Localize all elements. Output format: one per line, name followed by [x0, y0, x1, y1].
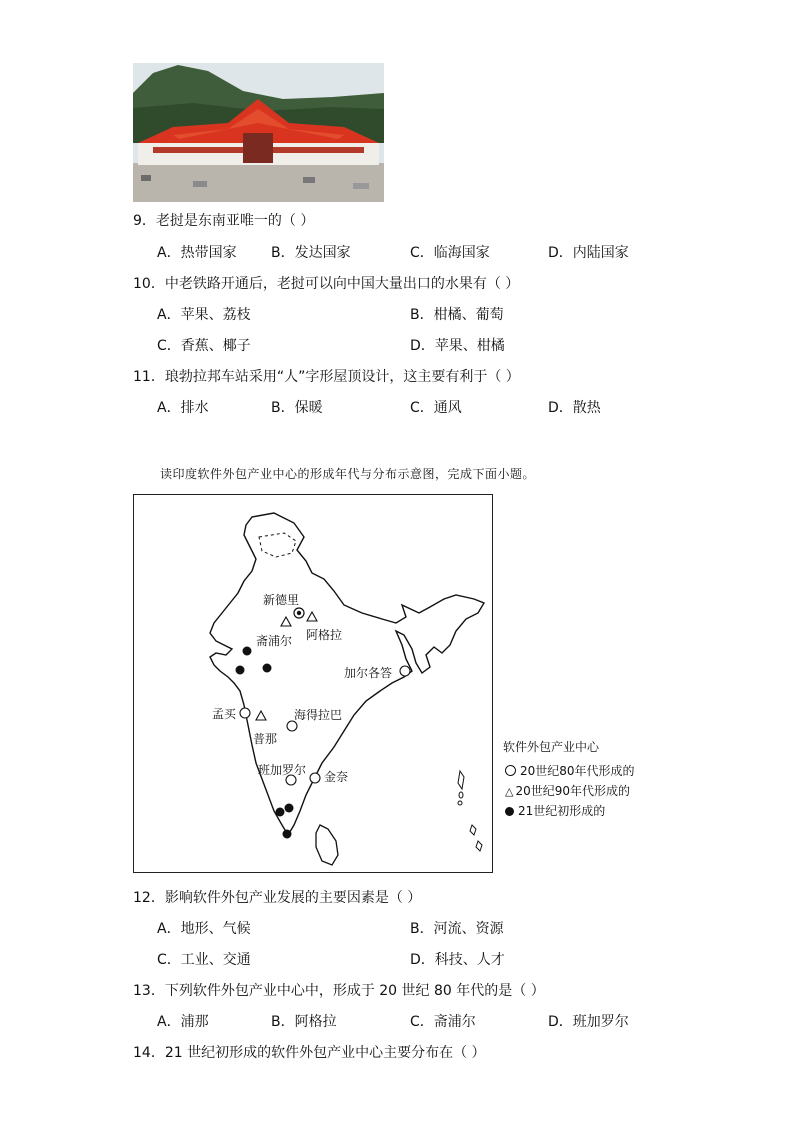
- label-mumbai: 孟买: [212, 707, 237, 721]
- question-9-option-c[interactable]: C．临海国家: [410, 245, 490, 261]
- question-11-option-b[interactable]: B．保暖: [271, 400, 323, 416]
- kolkata-marker: [400, 666, 410, 676]
- question-10-stem: 10．中老铁路开通后，老挝可以向中国大量出口的水果有（ ）: [133, 276, 520, 292]
- new-delhi-marker: [294, 608, 304, 618]
- label-jaipur: 斋浦尔: [256, 634, 293, 648]
- center-21c-marker-3: [263, 664, 272, 673]
- jaipur-marker: [281, 617, 291, 626]
- question-9-option-d[interactable]: D．内陆国家: [548, 245, 629, 261]
- question-10-option-b[interactable]: B．柑橘、葡萄: [410, 307, 504, 323]
- mumbai-marker: [240, 708, 250, 718]
- filled-circle-icon: [505, 807, 514, 816]
- question-11-option-d[interactable]: D．散热: [548, 400, 601, 416]
- question-11-stem: 11．琅勃拉邦车站采用“人”字形屋顶设计，这主要有利于（ ）: [133, 369, 520, 385]
- question-13-option-a[interactable]: A．浦那: [157, 1014, 209, 1030]
- question-14-stem: 14．21 世纪初形成的软件外包产业中心主要分布在（ ）: [133, 1045, 486, 1061]
- question-12-option-d[interactable]: D．科技、人才: [410, 952, 505, 968]
- question-12-option-c[interactable]: C．工业、交通: [157, 952, 251, 968]
- label-hyderabad: 海得拉巴: [294, 708, 343, 722]
- legend-item-21c-label: 21世纪初形成的: [518, 804, 606, 818]
- legend-item-21c: [505, 802, 605, 819]
- center-21c-marker-6: [283, 830, 292, 839]
- legend-item-80s: [505, 762, 635, 779]
- question-10-option-c[interactable]: C．香蕉、椰子: [157, 338, 251, 354]
- hollow-triangle-icon: △: [505, 785, 514, 798]
- station-photo-drawing: [133, 63, 384, 202]
- question-11-option-a[interactable]: A．排水: [157, 400, 209, 416]
- center-21c-marker-1: [243, 647, 252, 656]
- question-9-option-b[interactable]: B．发达国家: [271, 245, 351, 261]
- legend-item-80s-label: 20世纪80年代形成的: [520, 764, 635, 778]
- question-13-option-b[interactable]: B．阿格拉: [271, 1014, 337, 1030]
- hollow-circle-icon: [505, 765, 516, 776]
- label-bangalore: 班加罗尔: [258, 763, 307, 777]
- station-photo: [133, 63, 384, 202]
- question-13-option-d[interactable]: D．班加罗尔: [548, 1014, 629, 1030]
- india-map: [133, 494, 493, 873]
- question-13-stem: 13．下列软件外包产业中心中，形成于 20 世纪 80 年代的是（ ）: [133, 983, 545, 999]
- question-12-option-b[interactable]: B．河流、资源: [410, 921, 504, 937]
- center-21c-marker-2: [236, 666, 245, 675]
- legend-item-90s-label: 20世纪90年代形成的: [515, 784, 631, 798]
- center-21c-marker-4: [276, 808, 285, 817]
- center-21c-marker-5: [285, 804, 294, 813]
- question-12-option-a[interactable]: A．地形、气候: [157, 921, 251, 937]
- question-11-option-c[interactable]: C．通风: [410, 400, 462, 416]
- label-chennai: 金奈: [324, 770, 349, 784]
- label-new-delhi: 新德里: [263, 593, 300, 607]
- question-10-option-d[interactable]: D．苹果、柑橘: [410, 338, 505, 354]
- question-13-option-c[interactable]: C．斋浦尔: [410, 1014, 476, 1030]
- legend-title: 软件外包产业中心: [503, 740, 600, 754]
- label-agra: 阿格拉: [306, 628, 343, 642]
- legend-item-90s: [505, 782, 630, 799]
- city-markers: [134, 495, 492, 872]
- label-kolkata: 加尔各答: [344, 666, 393, 680]
- question-9-option-a[interactable]: A．热带国家: [157, 245, 237, 261]
- chennai-marker: [310, 773, 320, 783]
- agra-marker: [307, 612, 317, 621]
- question-9-stem: 9．老挝是东南亚唯一的（ ）: [133, 213, 315, 229]
- map-intro-text: 读印度软件外包产业中心的形成年代与分布示意图，完成下面小题。: [160, 467, 536, 481]
- pune-marker: [256, 711, 266, 720]
- question-10-option-a[interactable]: A．苹果、荔枝: [157, 307, 251, 323]
- label-pune: 普那: [253, 732, 278, 746]
- question-12-stem: 12．影响软件外包产业发展的主要因素是（ ）: [133, 890, 422, 906]
